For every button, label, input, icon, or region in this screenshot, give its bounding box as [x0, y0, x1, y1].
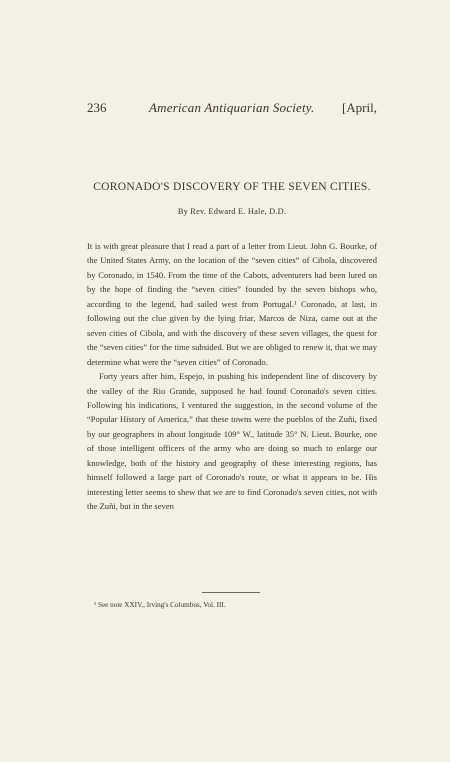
author-byline: By Rev. Edward E. Hale, D.D. [177, 207, 287, 216]
body-paragraph-2: Forty years after him, Espejo, in pushing his independent line of discovery by the valley of the Rio Grande, supposed he had found Coronado's seven cities. Following his indications, I ventured the suggestion, in the second volume of the “Popular History of America,” that these towns were the pueblos of the Zuñi, fixed by our geographers in about longitude 109° W., latitude 35° N. Lieut. Bourke, one of those intelligent officers of the army who are doing so much to enlarge our knowledge, both of the history and geography of these interesting regions, has himself followed a large part of Coronado's route, or what it appears to be. His interesting letter seems to shew that we are to find Coronado's seven cities, not with the Zuñi, but in the seven [87, 371, 377, 512]
page-number: 236 [87, 100, 107, 115]
footnote-divider [202, 592, 260, 593]
journal-title: American Antiquarian Society. [149, 100, 315, 115]
body-paragraph-1: It is with great pleasure that I read a part of a letter from Lieut. John G. Bourke, of the United States Army, on the location of the “seven cities” of Cibola, discovered by Coronado, in 1540. From the time of the Cabots, adventurers had been lured on by the hope of finding the “seven cities” founded by the seven bishops who, according to the legend, had sailed west from Portugal.¹ Coronado, at last, in following out the clue given by the lying friar, Marcos de Niza, came out at the seven cities of Cibola, and with the discovery of these seven villages, the quest for the “seven cities” for the time subsided. But we are obliged to renew it, that we may determine what were the “seven cities” of Coronado. [87, 241, 377, 367]
issue-month: [April, [341, 100, 377, 115]
article-title: CORONADO'S DISCOVERY OF THE SEVEN CITIES. [93, 181, 371, 193]
footnote: ¹ See note XXIV., Irving's Columbus, Vol. III. [94, 601, 226, 609]
article-body [87, 239, 377, 514]
running-head [87, 100, 377, 118]
